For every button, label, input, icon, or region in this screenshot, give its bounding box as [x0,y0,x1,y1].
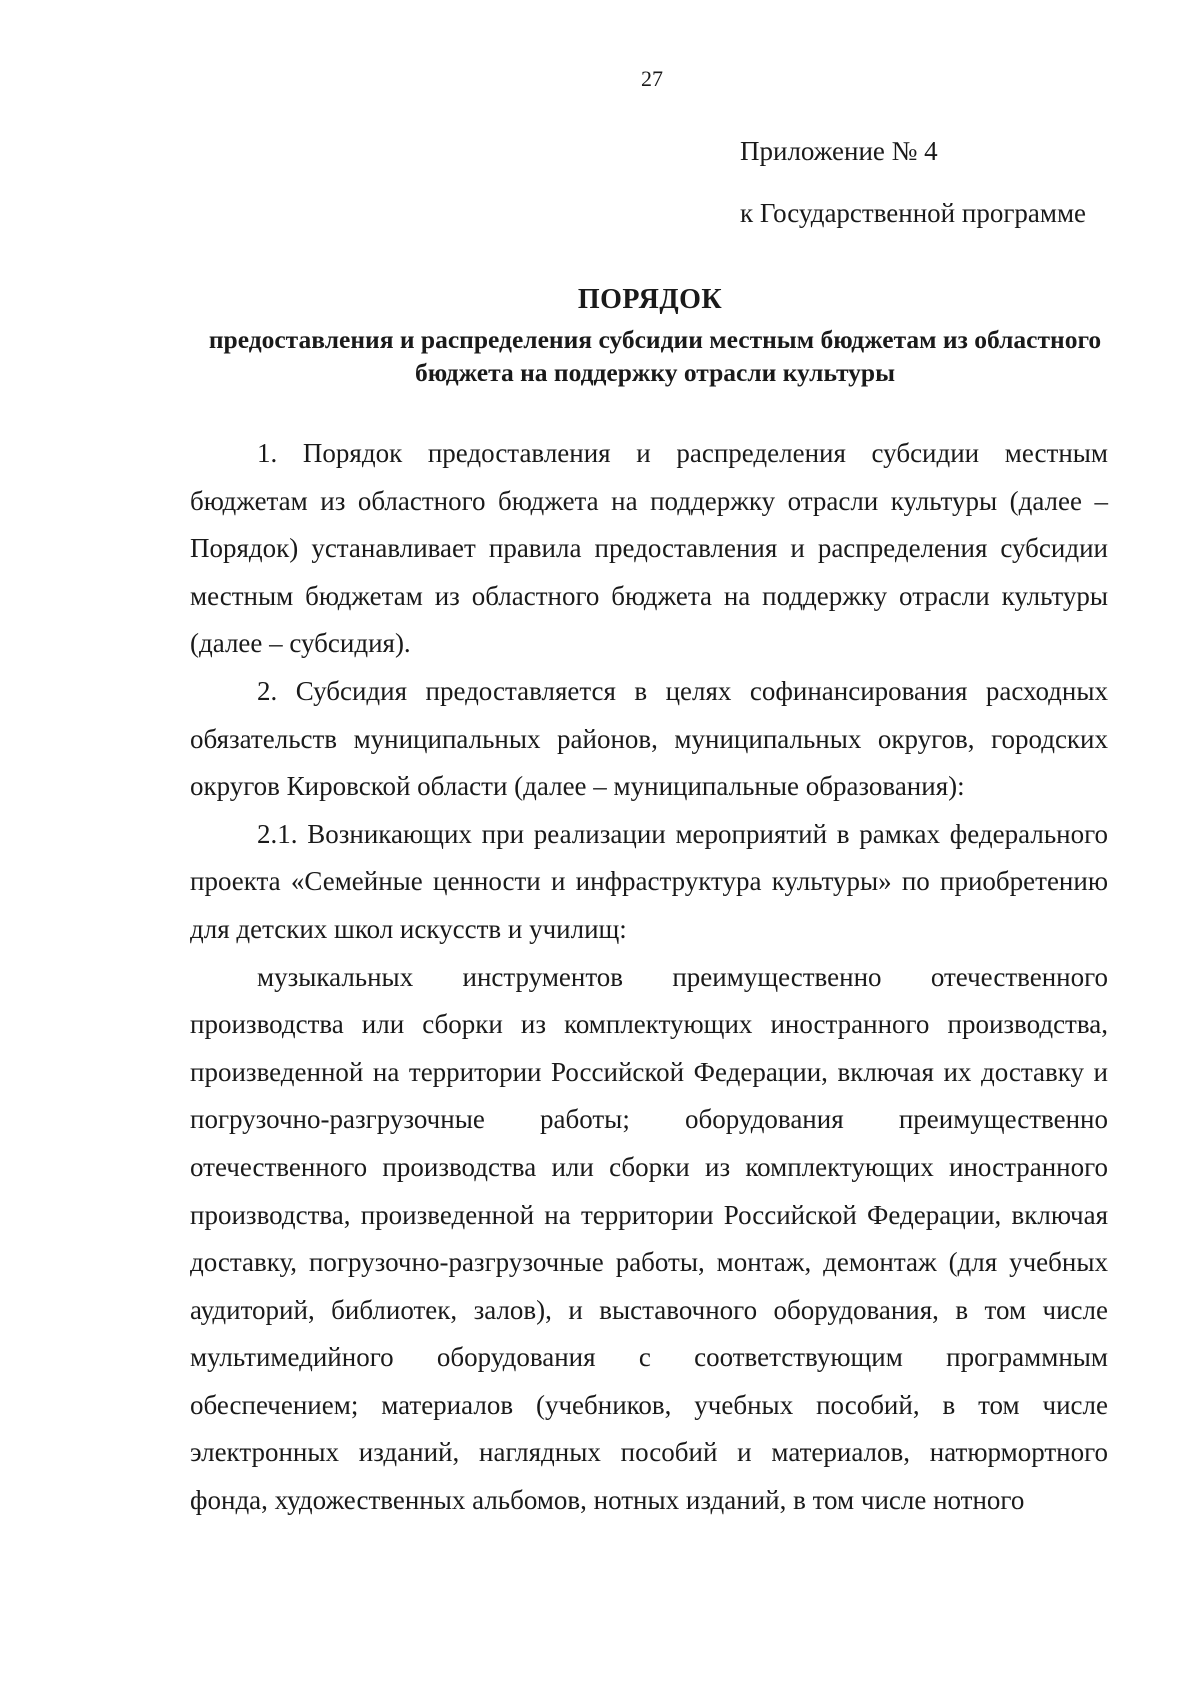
appendix-number: Приложение № 4 [740,136,938,166]
paragraph-2-1: 2.1. Возникающих при реализации мероприятий в рамках федерального проекта «Семейные ценности и инфраструктура культуры» по приобретению для детских школ искусств и училищ: [190,818,1108,944]
title-heading: ПОРЯДОК [577,284,723,315]
paragraph-items: музыкальных инструментов преимущественно отечественного производства или сборки из комплектующих иностранного производства, произведенной на территории Российской Федерации, включая их доставку и погрузочно-разгрузочные работы; оборудования преимущественно отечественного производства или сборки из комплектующих иностранного производства, произведенной на территории Российской Федерации, включая доставку, погрузочно-разгрузочные работы, монтаж, демонтаж (для учебных аудиторий, библиотек, залов), и выставочного оборудования, в том числе мультимедийного оборудования с соответствующим программным обеспечением; материалов (учебников, учебных пособий, в том числе электронных изданий, наглядных пособий и материалов, натюрмортного фонда, художественных альбомов, нотных изданий, в том числе нотного [190,961,1108,1516]
appendix-reference [740,120,1086,244]
page-number: 27 [641,66,663,91]
document-title [190,283,1110,389]
appendix-program: к Государственной программе [740,198,1087,228]
title-subheading: предоставления и распределения субсидии местным бюджетам из областного бюджета на поддержку отрасли культуры [208,325,1102,387]
paragraph-1: 1. Порядок предоставления и распределения субсидии местным бюджетам из областного бюджета на поддержку отрасли культуры (далее – Порядок) устанавливает правила предоставления и распределения субсидии местным бюджетам из областного бюджета на поддержку отрасли культуры (далее – субсидия). [190,438,1108,659]
paragraph-2: 2. Субсидия предоставляется в целях софинансирования расходных обязательств муниципальных районов, муниципальных округов, городских округов Кировской области (далее – муниципальные образования): [190,675,1108,802]
document-body [190,430,1108,1525]
